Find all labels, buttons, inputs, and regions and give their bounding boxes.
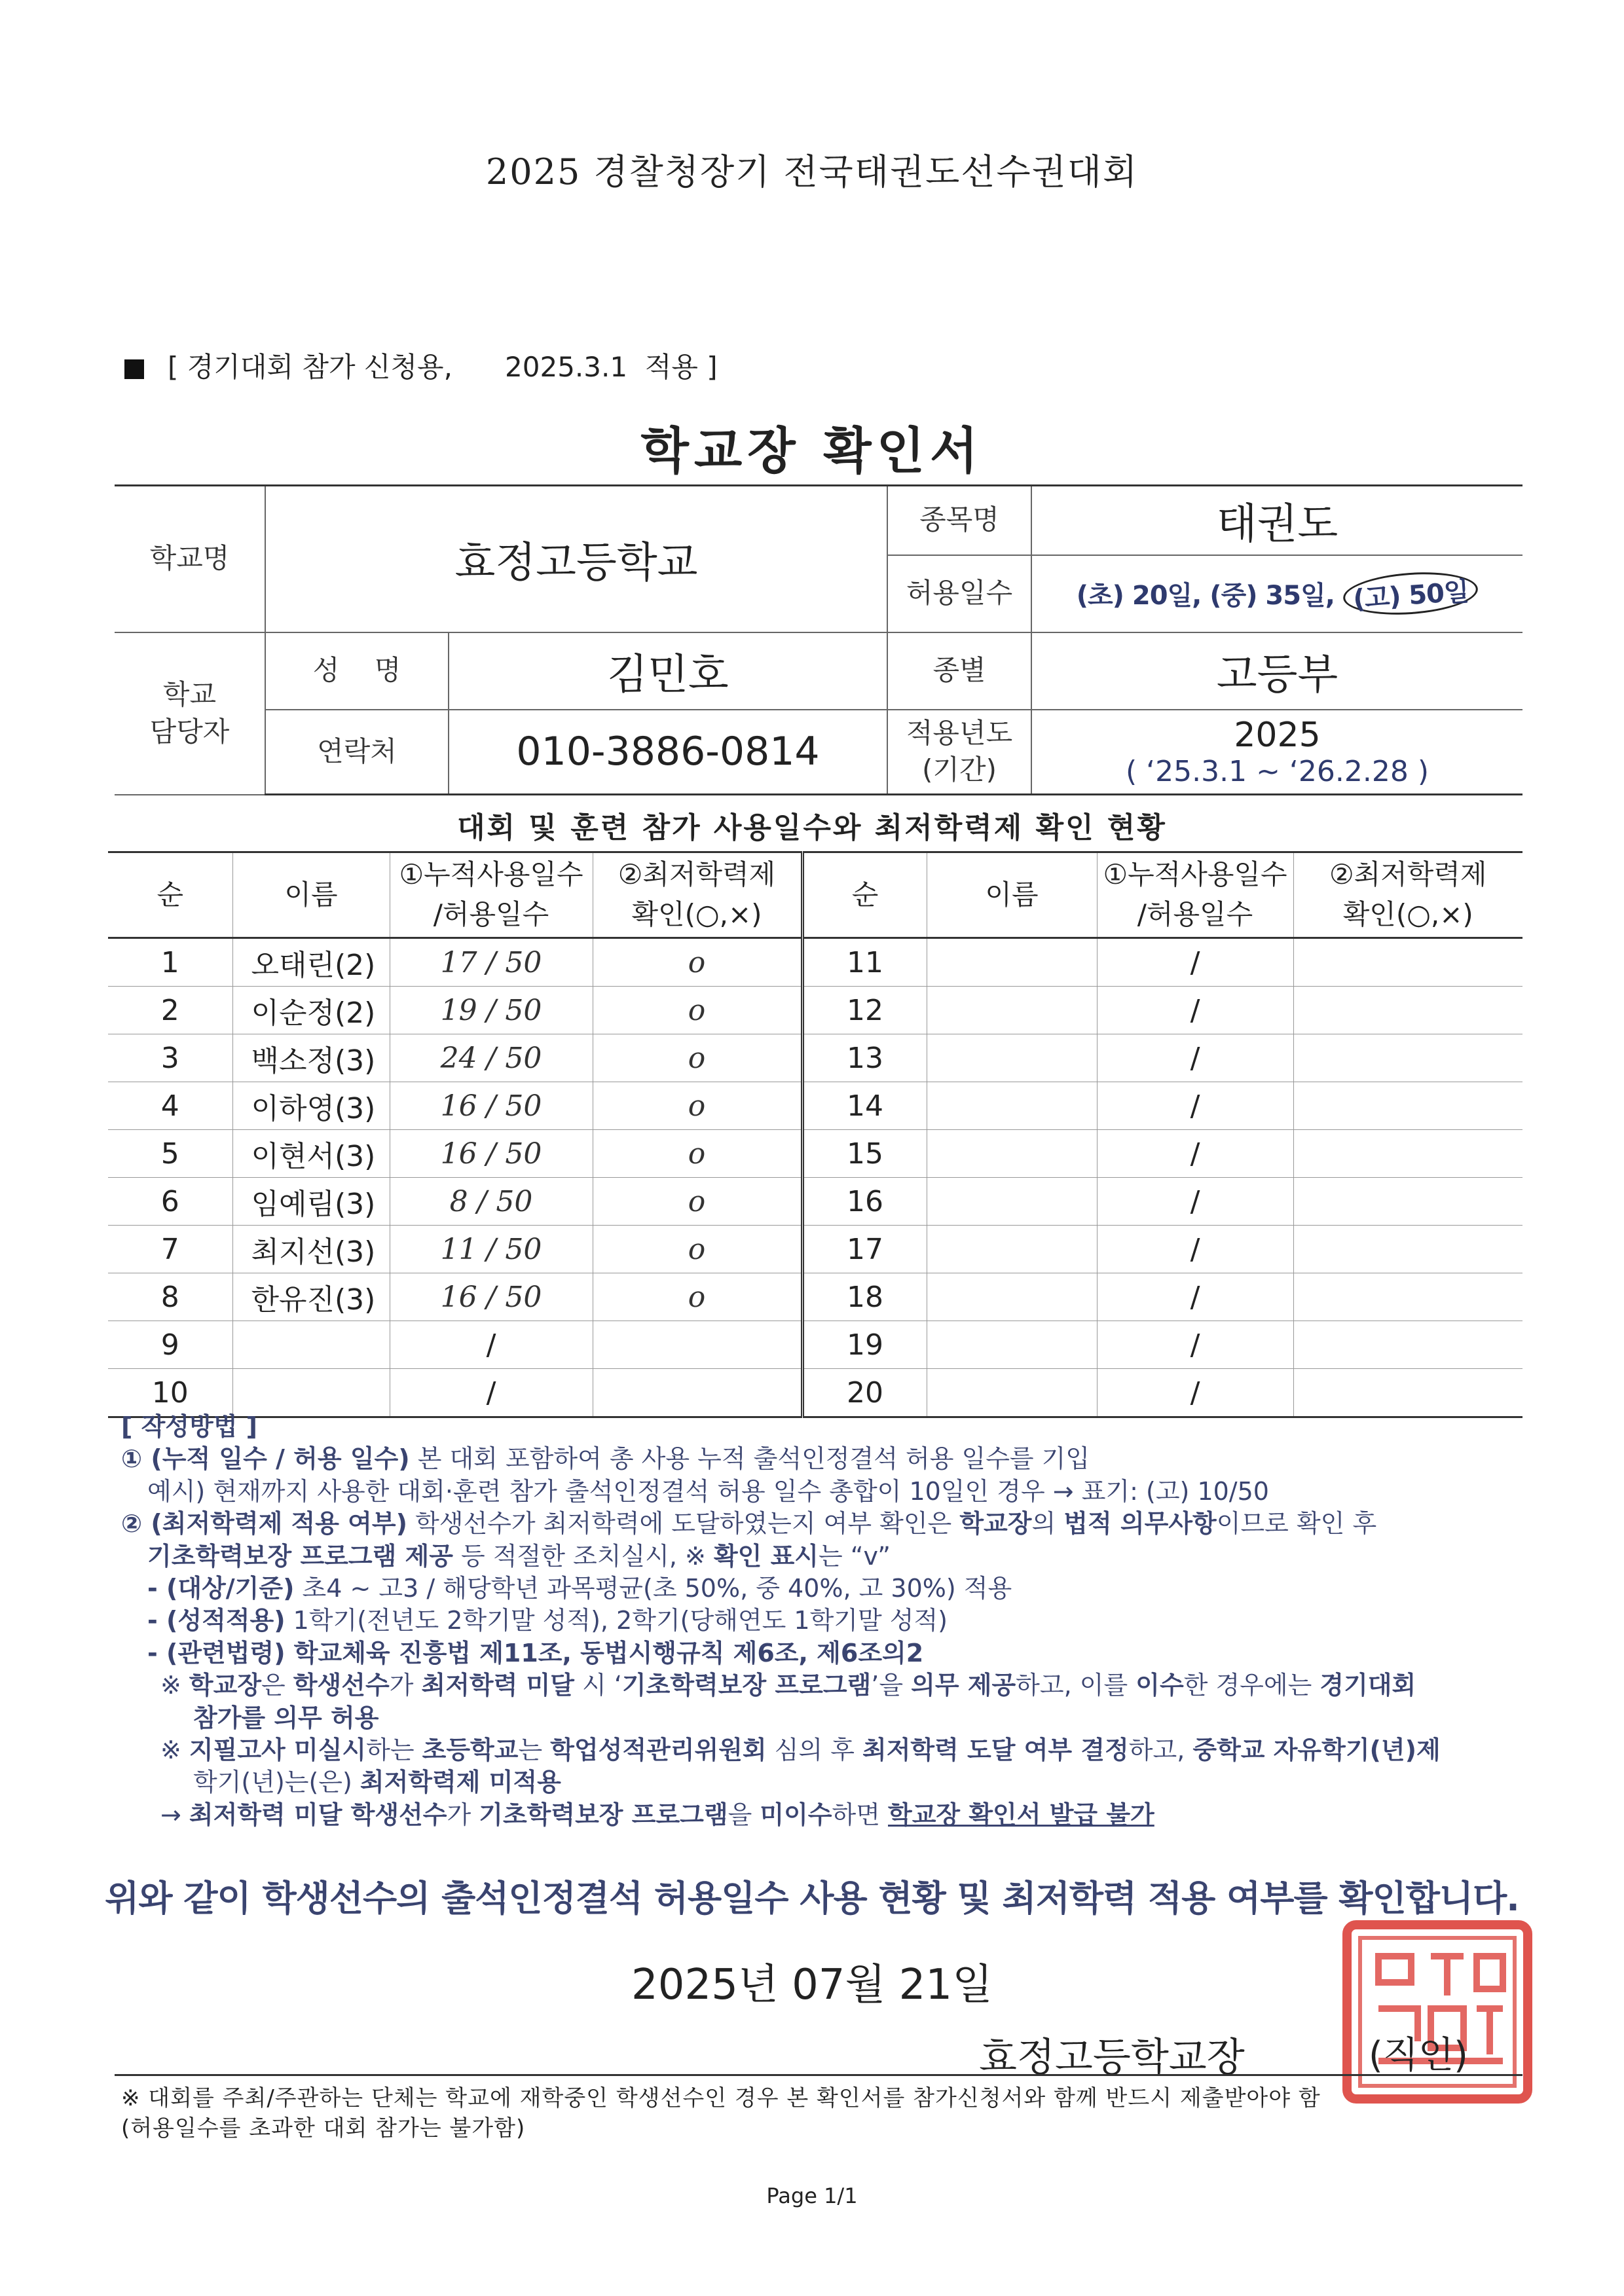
note-2-i: 하고, [1128,1735,1193,1764]
header-no-right: 순 [802,852,927,938]
contact-name: 김민호 [449,632,887,710]
note-1-c: 은 [261,1671,293,1700]
roster-no-right: 16 [802,1178,927,1226]
instruction-2-text-a: 학생선수가 최저학력에 도달하였는지 여부 확인은 [407,1509,960,1539]
roster-no-right: 13 [802,1034,927,1082]
header-days-right: ①누적사용일수 /허용일수 [1097,852,1293,938]
header-name: 이름 [232,852,390,938]
note-1-h: 기초학력보장 프로그램 [621,1671,872,1700]
arrow-note [121,1799,1509,1831]
roster-days-right: / [1097,1082,1293,1130]
header-check-right: ②최저학력제 확인(○,×) [1293,852,1522,938]
roster-row [108,1321,1522,1369]
roster-days-right: / [1097,1321,1293,1369]
instruction-2-principal: 학교장 [959,1509,1032,1539]
note-1-f: 최저학력 미달 [421,1671,574,1700]
note-2-d: 초등학교 [422,1735,519,1764]
roster-row [108,1273,1522,1321]
roster-name-right [927,1034,1097,1082]
note-2-f: 학업성적관리위원회 [550,1735,767,1764]
roster-row [108,1082,1522,1130]
name-label: 성 명 [265,632,449,710]
instructions-heading: [ 작성방법 ] [121,1412,258,1441]
roster-check: o [593,1034,802,1082]
roster-header-row [108,852,1522,938]
note-1-m: 한 경우에는 [1183,1671,1320,1700]
note-1-i: ’을 [871,1671,912,1700]
roster-no: 6 [108,1178,232,1226]
year-cell [1031,710,1522,795]
note-2-b: 지필고사 미실시 [189,1735,367,1764]
arrow-e: 을 [728,1800,760,1829]
instruction-2-program: 기초학력보장 프로그램 제공 [147,1541,453,1571]
roster-days-right: / [1097,1178,1293,1226]
instruction-item-2 [121,1508,1509,1540]
event-title: 2025 경찰청장기 전국태권도선수권대회 [485,151,1139,192]
roster-check-right [1293,1178,1522,1226]
roster-check [593,1321,802,1369]
roster-no-right: 15 [802,1130,927,1178]
roster-check-right [1293,938,1522,987]
roster-no: 3 [108,1034,232,1082]
roster-days-right: / [1097,1369,1293,1417]
header-check: ②최저학력제 확인(○,×) [593,852,802,938]
roster-days-right: / [1097,938,1293,987]
roster-days-right: / [1097,1130,1293,1178]
roster-check-right [1293,1369,1522,1417]
roster-days: 17 / 50 [390,938,593,987]
roster-check-right [1293,987,1522,1034]
roster-days: / [390,1321,593,1369]
roster-no: 5 [108,1130,232,1178]
roster-days: / [390,1369,593,1417]
note-2-line2-b: 최저학력제 미적용 [360,1768,561,1797]
instruction-1-example: 예시) 현재까지 사용한 대회·훈련 참가 출석인정결석 허용 일수 총합이 10일인 경우 → 표기: (고) 10/50 [147,1476,1269,1506]
roster-check: o [593,1273,802,1321]
roster-no: 9 [108,1321,232,1369]
arrow-h: 학교장 확인서 발급 불가 [888,1800,1154,1829]
roster-check: o [593,987,802,1034]
form-note-text: [ 경기대회 참가 신청용, 2025.3.1 적용 ] [168,351,718,383]
form-note [124,346,718,385]
instruction-2-mark: 확인 표시 [713,1541,819,1571]
roster-row [108,1034,1522,1082]
roster-check: o [593,938,802,987]
document-title: 학교장 확인서 [640,422,984,480]
note-2-e: 는 [518,1735,551,1764]
note-1-e: 가 [389,1671,422,1700]
roster-check-right [1293,1082,1522,1130]
roster-table [108,851,1522,1418]
note-1-d: 학생선수 [293,1671,390,1700]
roster-no-right: 14 [802,1082,927,1130]
school-name-label: 학교명 [115,486,265,632]
roster-row [108,1369,1522,1417]
instruction-2-line2-text: 등 적절한 조치실시, ※ [452,1541,714,1571]
roster-name: 임예림(3) [232,1178,390,1226]
division: 고등부 [1031,632,1522,710]
roster-no-right: 18 [802,1273,927,1321]
roster-name [232,1369,390,1417]
roster-no: 7 [108,1226,232,1273]
note-1 [121,1669,1509,1702]
header-no: 순 [108,852,232,938]
roster-days: 24 / 50 [390,1034,593,1082]
target-text: 초4 ~ 고3 / 해당학년 과목평균(초 50%, 중 40%, 고 30%) 적용 [294,1573,1012,1603]
sport: 태권도 [1031,486,1522,555]
instruction-target [121,1573,1509,1605]
roster-name: 이현서(3) [232,1130,390,1178]
roster-name: 백소정(3) [232,1034,390,1082]
roster-name-right [927,1321,1097,1369]
roster-name-right [927,938,1097,987]
phone-label: 연락처 [265,710,449,795]
arrow-f: 미이수 [760,1800,832,1829]
division-label: 종별 [887,632,1031,710]
grade-text: 1학기(전년도 2학기말 성적), 2학기(당해연도 1학기말 성적) [285,1606,948,1635]
grade-title: - (성적적용) [147,1606,286,1635]
roster-check: o [593,1178,802,1226]
note-1-a: ※ [160,1671,189,1700]
applicable-year: 2025 [1234,715,1321,755]
roster-name-right [927,1178,1097,1226]
note-1-l: 이수 [1135,1671,1184,1700]
instruction-2-text-c: 이므로 확인 후 [1216,1509,1377,1539]
arrow-b: 최저학력 미달 학생선수 [189,1800,447,1829]
arrow-g: 하면 [832,1800,888,1829]
roster-row [108,987,1522,1034]
arrow-a: → [160,1800,189,1829]
roster-name: 이하영(3) [232,1082,390,1130]
header-name-right: 이름 [927,852,1097,938]
note-2-line2-a: 학기(년)는(은) [193,1768,360,1797]
roster-no: 8 [108,1273,232,1321]
confirmation-statement: 위와 같이 학생선수의 출석인정결석 허용일수 사용 현황 및 최저학력 적용 여부를 확인합니다. [105,1878,1519,1919]
arrow-c: 가 [447,1800,479,1829]
school-info-table [115,484,1522,795]
page-number: Page 1/1 [766,2183,858,2208]
header-days: ①누적사용일수 /허용일수 [390,852,593,938]
roster-name [232,1321,390,1369]
roster-days-right: / [1097,1034,1293,1082]
roster-check-right [1293,1321,1522,1369]
note-1-j: 의무 제공 [911,1671,1016,1700]
roster-row [108,1226,1522,1273]
instruction-2-legal: 법적 의무사항 [1063,1509,1217,1539]
roster-name-right [927,1226,1097,1273]
allowed-days-label: 허용일수 [887,555,1031,632]
roster-no: 1 [108,938,232,987]
roster-days: 19 / 50 [390,987,593,1034]
principal-title: 효정고등학교장 [979,2035,1245,2081]
note-2-c: 하는 [366,1735,422,1764]
note-1-b: 학교장 [189,1671,262,1700]
roster-check [593,1369,802,1417]
instruction-2-line2-end: 는 “v” [819,1541,891,1571]
school-name: 효정고등학교 [265,486,887,632]
roster-name-right [927,987,1097,1034]
roster-days: 16 / 50 [390,1130,593,1178]
sport-label: 종목명 [887,486,1031,555]
roster-name-right [927,1130,1097,1178]
roster-check-right [1293,1130,1522,1178]
target-title: - (대상/기준) [147,1573,295,1603]
roster-name: 이순정(2) [232,987,390,1034]
footnote-divider [115,2074,1522,2076]
note-1-n: 경기대회 [1320,1671,1416,1700]
section-title: 대회 및 훈련 참가 사용일수와 최저학력제 확인 현황 [457,811,1167,845]
roster-days-right: / [1097,987,1293,1034]
roster-row [108,1130,1522,1178]
roster-no-right: 19 [802,1321,927,1369]
roster-days: 16 / 50 [390,1082,593,1130]
roster-name: 오태린(2) [232,938,390,987]
note-2-h: 최저학력 도달 여부 결정 [862,1735,1129,1764]
note-2 [121,1734,1509,1766]
roster-days-right: / [1097,1226,1293,1273]
note-1-line-2: 참가를 의무 허용 [193,1703,379,1732]
note-2-g: 심의 후 [766,1735,862,1764]
seal-mark: (직인) [1369,2034,1468,2077]
roster-name-right [927,1273,1097,1321]
contact-person-label: 학교 담당자 [115,632,265,795]
roster-check-right [1293,1226,1522,1273]
instruction-item-1 [121,1443,1509,1475]
instructions [121,1411,1509,1831]
roster-days: 16 / 50 [390,1273,593,1321]
instruction-1-text: 본 대회 포함하여 총 사용 누적 출석인정결석 허용 일수를 기입 [409,1444,1090,1474]
arrow-d: 기초학력보장 프로그램 [479,1800,728,1829]
roster-no-right: 20 [802,1369,927,1417]
roster-days: 8 / 50 [390,1178,593,1226]
roster-days: 11 / 50 [390,1226,593,1273]
roster-check: o [593,1226,802,1273]
roster-row [108,1178,1522,1226]
note-1-k: 하고, 이를 [1016,1671,1136,1700]
issue-date: 2025년 07월 21일 [631,1961,993,2009]
instruction-law: - (관련법령) 학교체육 진흥법 제11조, 동법시행규칙 제6조, 제6조의2 [147,1638,924,1667]
roster-check: o [593,1082,802,1130]
allowed-days-high-circled: (고) 50일 [1342,568,1479,619]
note-2-j: 중학교 자유학기(년)제 [1192,1735,1441,1764]
instruction-2-title: ② (최저학력제 적용 여부) [121,1509,407,1539]
instruction-2-line-2 [121,1540,1509,1573]
roster-name: 한유진(3) [232,1273,390,1321]
note-1-g: 시 ‘ [574,1671,622,1700]
allowed-days [1031,555,1522,632]
instruction-2-text-b: 의 [1031,1509,1064,1539]
roster-no-right: 12 [802,987,927,1034]
applicable-period: ( ‘25.3.1 ~ ‘26.2.28 ) [1126,754,1430,788]
year-label: 적용년도 (기간) [887,710,1031,795]
footnote: ※ 대회를 주최/주관하는 단체는 학교에 재학중인 학생선수인 경우 본 확인서를 참가신청서와 함께 반드시 제출받아야 함 (허용일수를 초과한 대회 참가는 불가함) [121,2085,1321,2141]
roster-no: 10 [108,1369,232,1417]
roster-row [108,938,1522,987]
note-2-line-2 [121,1766,1509,1798]
roster-check-right [1293,1034,1522,1082]
roster-name-right [927,1082,1097,1130]
roster-name: 최지선(3) [232,1226,390,1273]
roster-no: 2 [108,987,232,1034]
roster-check: o [593,1130,802,1178]
square-bullet-icon [124,359,144,379]
instruction-1-title: ① (누적 일수 / 허용 일수) [121,1444,410,1474]
contact-phone: 010-3886-0814 [449,710,887,795]
roster-no-right: 11 [802,938,927,987]
roster-no-right: 17 [802,1226,927,1273]
roster-days-right: / [1097,1273,1293,1321]
roster-check-right [1293,1273,1522,1321]
roster-no: 4 [108,1082,232,1130]
instruction-grade [121,1605,1509,1637]
roster-name-right [927,1369,1097,1417]
note-2-a: ※ [160,1735,189,1764]
allowed-days-elem-mid: (초) 20일, (중) 35일, [1076,581,1335,611]
